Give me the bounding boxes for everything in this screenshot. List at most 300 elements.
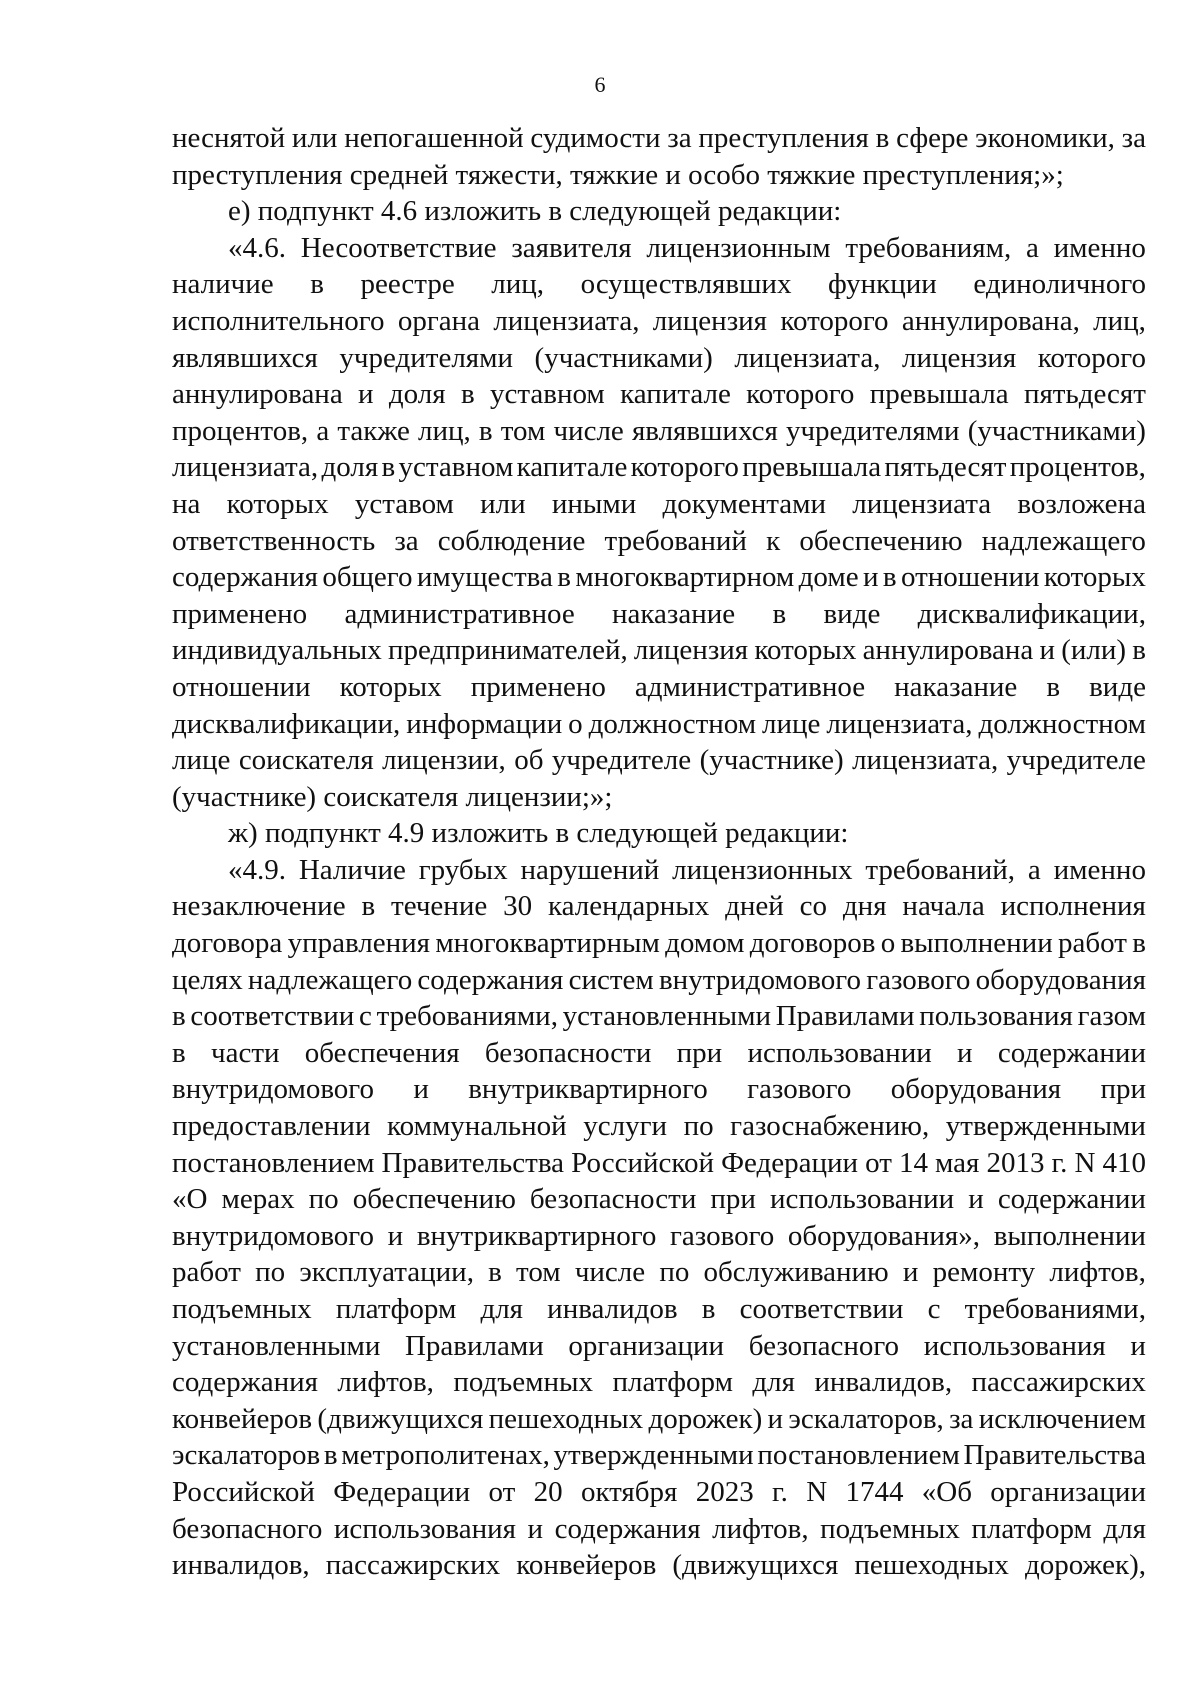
word: с	[359, 1000, 372, 1033]
word: которого	[1037, 341, 1146, 374]
word: для	[752, 1366, 795, 1399]
word: оборудования	[975, 963, 1146, 996]
word: Правилами	[404, 1329, 544, 1362]
word: (участниками)	[967, 414, 1146, 447]
word: должностном	[588, 707, 757, 740]
word: а	[1027, 853, 1041, 886]
word: внутридомового	[172, 1219, 374, 1252]
word: и	[527, 1512, 544, 1545]
word: пятьдесят	[884, 451, 1007, 484]
word: коммунальной	[387, 1110, 567, 1143]
word: или	[480, 487, 526, 520]
word: требований	[604, 524, 747, 557]
word: пассажирских	[971, 1366, 1146, 1399]
word: подъемных	[172, 1293, 312, 1325]
word: доля	[321, 451, 379, 484]
text-line	[172, 706, 1146, 743]
word: 2013	[986, 1146, 1045, 1179]
word: заявителя	[511, 231, 632, 264]
word: в	[1132, 634, 1146, 667]
text-line	[172, 486, 1146, 523]
word: 14	[898, 1146, 928, 1179]
word: содержания	[554, 1512, 701, 1545]
text-line	[172, 1364, 1146, 1401]
word: и	[957, 1036, 973, 1069]
word: требованиями,	[964, 1293, 1146, 1325]
page-number: 6	[594, 72, 606, 97]
word: ремонту	[932, 1256, 1036, 1289]
word: виде	[1089, 670, 1146, 703]
word: и	[1039, 634, 1055, 667]
word: Федерации	[333, 1475, 471, 1508]
word: уставом	[354, 487, 454, 520]
word: предпринимателей,	[387, 634, 628, 667]
word: (движущихся	[317, 1402, 484, 1435]
text-line	[172, 742, 1146, 779]
word: безопасного	[172, 1512, 323, 1545]
word: в	[460, 378, 475, 411]
text-line	[172, 1218, 1146, 1255]
word: нарушений	[520, 853, 660, 886]
word: наличие	[172, 268, 274, 301]
word: платформ	[971, 1512, 1092, 1545]
word: превышала	[869, 378, 1009, 411]
word: лицензиата,	[852, 744, 999, 777]
word: 30	[503, 890, 533, 923]
word: эксплуатации,	[299, 1256, 474, 1289]
text-line	[172, 1181, 1146, 1218]
word: 1744	[845, 1475, 904, 1508]
word: газом	[1077, 1000, 1146, 1033]
word: применено	[172, 597, 308, 630]
word: лифтов,	[712, 1512, 809, 1545]
word: безопасного	[748, 1329, 900, 1362]
text-line	[172, 998, 1146, 1035]
word: Несоответствие	[300, 231, 497, 264]
word: осуществлявших	[580, 268, 792, 301]
word: информации	[406, 707, 563, 740]
word: подъемных	[453, 1366, 594, 1399]
word: при	[1100, 1073, 1146, 1106]
word: (движущихся	[672, 1549, 839, 1582]
word: надлежащего	[981, 524, 1146, 557]
word: содержания	[172, 1366, 318, 1399]
word: доля	[388, 378, 446, 411]
word: организации	[568, 1329, 725, 1362]
word: учредителями	[339, 341, 513, 374]
word: по	[659, 1256, 690, 1289]
word: инвалидов,	[172, 1549, 310, 1582]
word: лицензионных	[672, 853, 853, 886]
word: лице	[762, 707, 821, 740]
word: Федерации	[721, 1146, 859, 1179]
word: дисквалификации,	[172, 707, 401, 740]
word: функции	[828, 268, 937, 301]
text-line	[172, 559, 1146, 596]
word: за	[394, 524, 419, 557]
word: уставном	[398, 451, 514, 484]
word: обеспечению	[352, 1183, 516, 1216]
text-line	[172, 449, 1146, 486]
word: требованиями,	[376, 1000, 558, 1033]
word: на	[172, 487, 201, 520]
word: а	[1025, 231, 1039, 264]
word: по	[255, 1256, 286, 1289]
word: содержании	[997, 1183, 1146, 1216]
word: 2023	[695, 1475, 754, 1508]
word: ответственность	[172, 524, 376, 557]
word: газового	[866, 963, 971, 996]
word: незаключение	[172, 890, 346, 923]
word: превышала	[742, 451, 882, 484]
word: в	[172, 1000, 186, 1033]
word: (или)	[1061, 634, 1127, 667]
word: и	[413, 1073, 429, 1106]
text-line	[172, 413, 1146, 450]
word: грубых	[418, 853, 508, 886]
word: мая	[935, 1146, 980, 1179]
word: лицензиата,	[734, 341, 881, 374]
word: лиц,	[491, 268, 545, 301]
word: о	[568, 707, 583, 740]
word: использовании	[747, 1036, 932, 1069]
word: имущества	[416, 561, 553, 594]
word: (участнике)	[699, 744, 844, 777]
word: содержания	[417, 963, 564, 996]
word: том	[500, 414, 546, 447]
word: для	[1103, 1512, 1146, 1545]
word: установленными	[562, 1000, 772, 1033]
word: инвалидов	[547, 1293, 678, 1325]
word: лицензионным	[646, 231, 831, 264]
word: дорожек)	[648, 1402, 763, 1435]
word: эскалаторов	[172, 1439, 321, 1472]
word: постановлением	[757, 1439, 960, 1472]
word: требованиям,	[845, 231, 1012, 264]
word: и	[358, 378, 374, 411]
word: соответствии	[739, 1293, 904, 1325]
word: соблюдение	[437, 524, 586, 557]
word: Правилами	[775, 1000, 915, 1033]
word: в	[701, 1293, 716, 1325]
word: которого	[630, 451, 739, 484]
word: дорожек),	[1024, 1549, 1146, 1582]
word: мерах	[221, 1183, 295, 1216]
word: обслуживанию	[703, 1256, 889, 1289]
word: о	[880, 927, 896, 960]
word: газоснабжению,	[730, 1110, 930, 1143]
word: г.	[1051, 1146, 1068, 1179]
word: административное	[634, 670, 866, 703]
word: применено	[470, 670, 606, 703]
word: учредителе	[551, 744, 692, 777]
word: использовании	[769, 1183, 955, 1216]
word: в	[323, 1439, 338, 1472]
word: за	[1121, 122, 1146, 154]
word: лиц,	[417, 414, 471, 447]
word: лифтов,	[337, 1366, 434, 1399]
word: в	[882, 561, 897, 594]
word: соответствии	[190, 1000, 355, 1033]
word: «О	[172, 1183, 208, 1216]
word: систем	[568, 963, 654, 996]
word: договоров	[749, 927, 876, 960]
word: преступления	[698, 122, 869, 154]
word: числе	[574, 1256, 646, 1289]
word: которых	[1043, 561, 1146, 594]
text-line: преступления средней тяжести, тяжкие и особо тяжкие преступления;»;	[172, 158, 1064, 191]
text-line	[172, 1035, 1146, 1072]
word: внутриквартирного	[416, 1219, 657, 1252]
text-line	[172, 120, 1146, 157]
word: при	[676, 1036, 723, 1069]
word: процентов,	[172, 414, 309, 447]
document-body	[172, 120, 1146, 1584]
word: Российской	[571, 1146, 714, 1179]
word: наказание	[612, 597, 736, 630]
text-line	[172, 1291, 1146, 1328]
word: в	[772, 597, 787, 630]
word: индивидуальных	[172, 634, 382, 667]
word: которых	[339, 670, 442, 703]
text-line: ж) подпункт 4.9 изложить в следующей редакции:	[228, 817, 849, 850]
word: в	[361, 890, 376, 923]
word: том	[516, 1256, 561, 1289]
word: при	[710, 1183, 756, 1216]
word: и	[387, 1219, 404, 1252]
word: соискателя	[238, 744, 374, 777]
word: для	[480, 1293, 524, 1325]
word: требований,	[865, 853, 1016, 886]
word: и	[902, 1256, 919, 1289]
word: от	[488, 1475, 516, 1508]
word: постановлением	[172, 1146, 375, 1179]
text-line: (участнике) соискателя лицензии;»;	[172, 780, 613, 813]
word: виде	[823, 597, 881, 630]
word: договора	[172, 927, 283, 960]
word: Российской	[172, 1475, 315, 1508]
word: эскалаторов,	[788, 1402, 944, 1435]
word: газового	[747, 1073, 852, 1106]
word: к	[766, 524, 781, 557]
word: исполнительного	[172, 304, 385, 337]
word: которых	[226, 487, 329, 520]
text-line	[172, 962, 1146, 999]
word: по	[683, 1110, 714, 1143]
word: иными	[551, 487, 637, 520]
text-line	[172, 1254, 1146, 1291]
word: Правительства	[963, 1439, 1146, 1472]
word: лице	[172, 744, 231, 777]
word: аннулирована,	[901, 304, 1080, 337]
word: должностном	[978, 707, 1146, 740]
word: лиц,	[1093, 304, 1146, 337]
word: и	[767, 1402, 784, 1435]
word: использования	[923, 1329, 1106, 1362]
word: организации	[990, 1475, 1146, 1508]
text-line	[172, 340, 1146, 377]
text-line	[172, 632, 1146, 669]
text-line	[172, 266, 1146, 303]
word: непогашенной	[344, 122, 524, 154]
word: единоличного	[973, 268, 1146, 301]
word: «4.9.	[228, 853, 286, 886]
word: лицензиата,	[493, 304, 640, 337]
word: конвейеров	[172, 1402, 313, 1435]
word: пятьдесят	[1023, 378, 1146, 411]
word: доме	[798, 561, 859, 594]
word: утвержденными	[945, 1110, 1146, 1143]
word: именно	[1053, 853, 1146, 886]
word: домом	[665, 927, 745, 960]
text-line	[172, 669, 1146, 706]
word: «4.6.	[228, 231, 286, 264]
word: в	[557, 561, 571, 594]
word: аннулирована	[172, 378, 343, 411]
text-line	[172, 1328, 1146, 1365]
word: в	[875, 122, 890, 154]
word: в	[1132, 927, 1146, 960]
word: и	[862, 561, 879, 594]
word: являвшихся	[172, 341, 318, 374]
text-line	[172, 230, 1146, 267]
word: реестре	[360, 268, 455, 301]
word: в	[478, 414, 493, 447]
word: которых	[754, 634, 857, 667]
word: использования	[333, 1512, 516, 1545]
word: пассажирских	[325, 1549, 501, 1582]
word: в	[488, 1256, 502, 1289]
word: или	[291, 122, 338, 154]
word: (участниками)	[534, 341, 713, 374]
word: которого	[746, 378, 855, 411]
word: конвейеров	[516, 1549, 657, 1582]
word: метрополитенах,	[341, 1439, 550, 1472]
word: управления	[287, 927, 431, 960]
word: надлежащего	[247, 963, 413, 996]
word: октября	[580, 1475, 678, 1508]
text-line	[172, 303, 1146, 340]
word: об	[514, 744, 544, 777]
word: числе	[553, 414, 624, 447]
word: со	[799, 890, 828, 923]
word: дисквалификации,	[917, 597, 1146, 630]
word: пешеходных	[488, 1402, 644, 1435]
word: экономики,	[975, 122, 1115, 154]
text-line	[172, 1511, 1146, 1548]
word: от	[865, 1146, 892, 1179]
word: аннулирована	[862, 634, 1034, 667]
word: лицензиата,	[172, 451, 319, 484]
text-line	[172, 596, 1146, 633]
word: работ	[172, 1256, 241, 1289]
text-line	[172, 1401, 1146, 1438]
word: безопасности	[529, 1183, 697, 1216]
text-line	[172, 1108, 1146, 1145]
word: процентов,	[1009, 451, 1146, 484]
word: и	[968, 1183, 984, 1216]
word: сфере	[896, 122, 969, 154]
word: в	[381, 451, 396, 484]
word: органа	[397, 304, 480, 337]
word: являвшихся	[631, 414, 778, 447]
text-line	[172, 1071, 1146, 1108]
word: обеспечения	[304, 1036, 460, 1069]
word: течение	[391, 890, 488, 923]
word: части	[210, 1036, 280, 1069]
word: услуги	[583, 1110, 668, 1143]
word: учредителе	[1006, 744, 1146, 777]
word: внутриквартирного	[468, 1073, 708, 1106]
word: целях	[172, 963, 243, 996]
word: наказание	[894, 670, 1018, 703]
word: в	[310, 268, 324, 301]
word: содержании	[997, 1036, 1146, 1069]
word: внутридомового	[658, 963, 861, 996]
word: Правительства	[381, 1146, 565, 1179]
text-line	[172, 523, 1146, 560]
text-line	[172, 1145, 1146, 1182]
word: капитале	[620, 378, 731, 411]
word: отношении	[172, 670, 311, 703]
word: лифтов,	[1049, 1256, 1146, 1289]
word: установленными	[172, 1329, 381, 1362]
word: N	[1074, 1146, 1096, 1179]
text-line	[172, 1547, 1146, 1584]
word: утвержденными	[553, 1439, 754, 1472]
word: платформ	[612, 1366, 733, 1399]
word: инвалидов,	[814, 1366, 953, 1399]
word: в	[1046, 670, 1061, 703]
word: подъемных	[820, 1512, 960, 1545]
text-line	[172, 888, 1146, 925]
word: административное	[344, 597, 575, 630]
word: исключением	[978, 1402, 1146, 1435]
word: 410	[1102, 1146, 1146, 1179]
word: 20	[533, 1475, 563, 1508]
word: выполнении	[900, 927, 1053, 960]
word: лицензиата,	[826, 707, 973, 740]
word: именно	[1053, 231, 1146, 264]
word: исполнения	[1000, 890, 1146, 923]
word: выполнении	[993, 1219, 1146, 1252]
word: в	[172, 1036, 186, 1069]
word: лицензия	[902, 341, 1017, 374]
word: капитале	[516, 451, 628, 484]
word: внутридомового	[172, 1073, 374, 1106]
word: «Об	[921, 1475, 972, 1508]
word: работ	[1058, 927, 1127, 960]
word: пешеходных	[854, 1549, 1009, 1582]
text-line	[172, 852, 1146, 889]
word: за	[667, 122, 692, 154]
word: а	[316, 414, 330, 447]
word: документами	[662, 487, 827, 520]
word: оборудования»,	[787, 1219, 981, 1252]
word: пользования	[919, 1000, 1073, 1033]
text-line	[172, 1437, 1146, 1474]
word: лицензии,	[382, 744, 506, 777]
word: лицензиата	[852, 487, 992, 520]
word: дней	[725, 890, 784, 923]
word: общего	[322, 561, 413, 594]
word: оборудования	[890, 1073, 1062, 1106]
word: возложена	[1017, 487, 1146, 520]
text-line	[172, 376, 1146, 413]
word: дня	[842, 890, 887, 923]
word: лицензия	[633, 634, 749, 667]
text-line	[172, 1474, 1146, 1511]
